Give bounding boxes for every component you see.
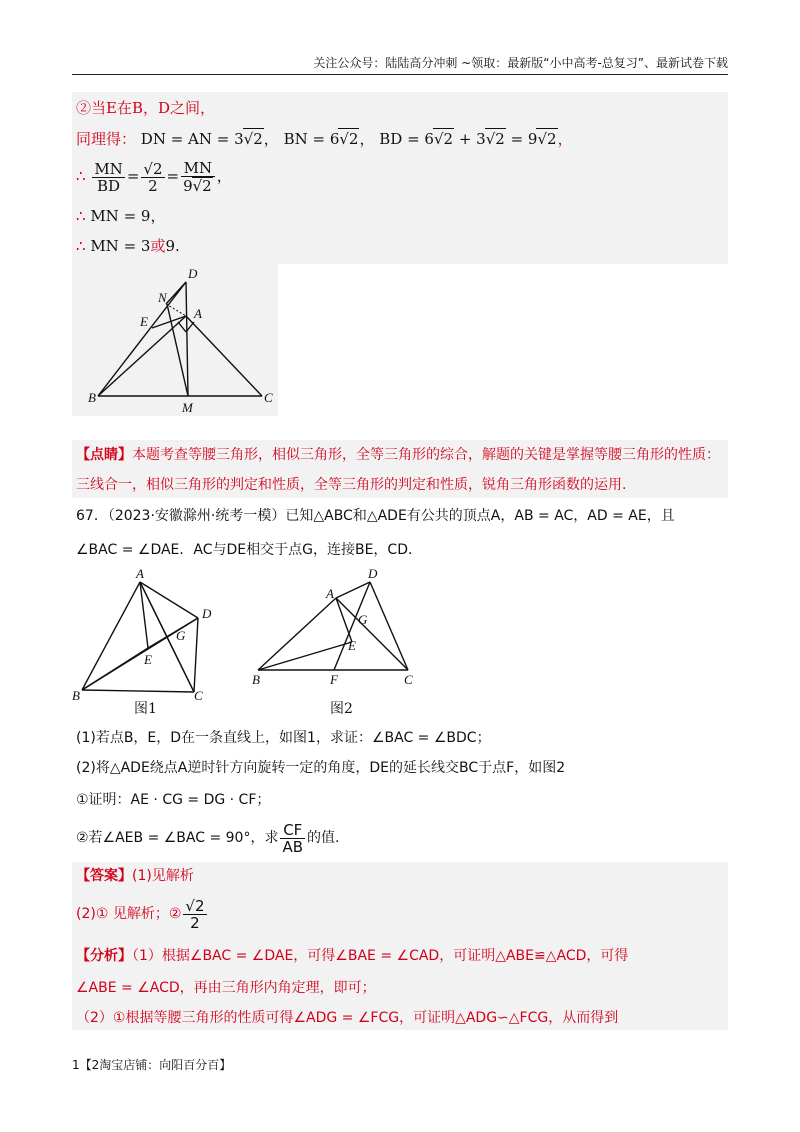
figure-2-caption: 图2 xyxy=(330,701,353,717)
problem-stmt1: 67．（2023·安徽滁州·统考一模）已知△ABC和△ADE有公共的顶点A，AB = AC，AD = AE，且 xyxy=(76,508,675,524)
page-header: 关注公众号：陆陆高分冲刺 ~领取：最新版“小中高考-总复习”、最新试卷下载 xyxy=(72,54,728,75)
mn-equals-9: ∴ MN = 9， xyxy=(76,207,166,225)
label-D: D xyxy=(368,566,378,581)
label-C: C xyxy=(404,672,413,687)
label-C: C xyxy=(194,688,203,702)
frac-sqrt2-2: $\frac{√2}{2}$ xyxy=(143,159,163,195)
figure-case2 xyxy=(72,264,278,416)
case2-title xyxy=(76,98,215,118)
label-B: B xyxy=(88,390,96,405)
analysis-line1: 【分析】（1）根据∠BAC = ∠DAE，可得∠BAE = ∠CAD，可证明△ABE≌△ACD，可得 xyxy=(76,948,629,964)
sqrt2: √2 xyxy=(485,130,505,148)
label-G: G xyxy=(176,628,186,643)
figure-1 xyxy=(68,566,228,702)
question-1: (1)若点B，E，D在一条直线上，如图1，求证：∠BAC = ∠BDC； xyxy=(76,730,491,746)
label-M: M xyxy=(182,400,193,415)
label-F: F xyxy=(330,672,338,687)
page-footer: 1【2淘宝店铺：向阳百分百】 xyxy=(72,1058,232,1072)
label-G: G xyxy=(358,612,368,627)
frac-sqrt2-over-2: $\frac{√2}{2}$ xyxy=(185,896,205,932)
sqrt2: √2 xyxy=(433,130,454,148)
question-2b: ②若∠AEB = ∠BAC = 90°，求 $\frac{CF}{AB}$ 的值. xyxy=(76,820,340,856)
frac-cf-ab: $\frac{CF}{AB}$ xyxy=(282,820,304,856)
label-E: E xyxy=(140,314,148,329)
label-A: A xyxy=(136,566,144,581)
answer-line2: (2)① 见解析；② $\frac{√2}{2}$ xyxy=(76,896,205,932)
answer-line1: 【答案】(1)见解析 xyxy=(76,868,194,884)
analysis-line2: ∠ABE = ∠ACD，再由三角形内角定理，即可； xyxy=(76,980,376,996)
label-B: B xyxy=(72,688,80,702)
ratio-line: ∴ $\frac{MN}{BD}$ = $\frac{√2}{2}$ = $\frac{MN}{9√2}$ ， xyxy=(76,159,232,195)
question-2a: ①证明：AE · CG = DG · CF； xyxy=(76,792,271,808)
label-D: D xyxy=(188,266,198,281)
frac-mn-9sqrt2: $\frac{MN}{9√2}$ xyxy=(181,160,215,194)
mn-final: ∴ MN = 3或9. xyxy=(76,237,180,255)
label-C: C xyxy=(264,390,273,405)
note-line1: 【点睛】本题考查等腰三角形，相似三角形，全等三角形的综合，解题的关键是掌握等腰三角形的性质： xyxy=(76,447,720,463)
question-2: (2)将△ADE绕点A逆时针方向旋转一定的角度，DE的延长线交BC于点F，如图2 xyxy=(76,760,566,776)
circle-number: ② xyxy=(76,99,92,117)
same-reason-label: 同理得： xyxy=(76,130,137,148)
sqrt2: √2 xyxy=(339,130,359,148)
frac-mn-bd: $\frac{MN}{BD}$ xyxy=(94,159,123,195)
bn-expr: BN = 6 xyxy=(283,130,340,148)
dn-an-expr: DN = AN = 3 xyxy=(140,130,244,148)
label-E: E xyxy=(348,638,356,653)
therefore-symbol: ∴ xyxy=(76,167,86,185)
note-line2: 三线合一，相似三角形的判定和性质，全等三角形的判定和性质，锐角三角形函数的运用. xyxy=(76,477,627,493)
sqrt2: √2 xyxy=(537,130,557,148)
figure-1-caption: 图1 xyxy=(134,701,157,717)
problem-stmt2: ∠BAC = ∠DAE．AC与DE相交于点G，连接BE，CD． xyxy=(76,542,422,558)
label-A: A xyxy=(194,306,202,321)
sqrt2: √2 xyxy=(243,130,263,148)
figure-2 xyxy=(248,566,428,702)
label-D: D xyxy=(202,606,212,621)
label-E: E xyxy=(144,652,152,667)
bd-expr: BD = 6 xyxy=(379,130,434,148)
analysis-line3: （2）①根据等腰三角形的性质可得∠ADG = ∠FCG，可证明△ADG∽△FCG，从而得到 xyxy=(76,1010,619,1026)
case2-title-text: 当E在B，D之间， xyxy=(91,99,216,117)
key-point-note xyxy=(72,440,728,498)
label-A: A xyxy=(326,586,334,601)
label-N: N xyxy=(158,290,167,305)
case2-same-reason: 同理得： DN = AN = 3√2， BN = 6√2， BD = 6√2 + 3√2 = 9√2， xyxy=(76,130,573,148)
label-B: B xyxy=(252,672,260,687)
